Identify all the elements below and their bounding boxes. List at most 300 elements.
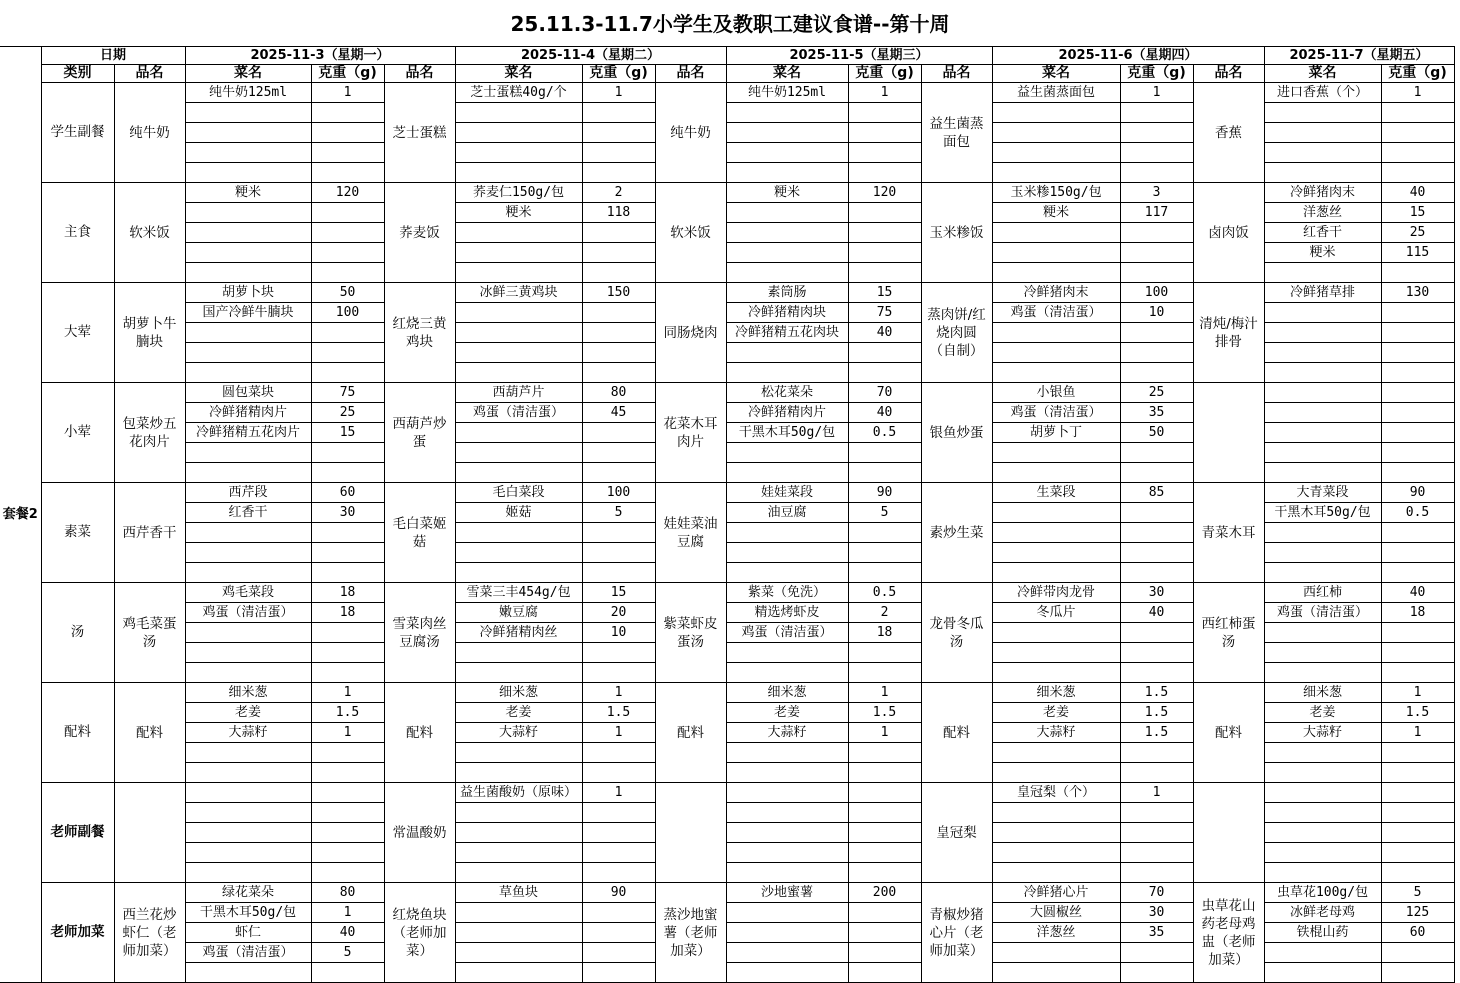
item-name: 配料 (921, 683, 992, 783)
dish-weight (848, 243, 921, 263)
dish-name: 纯牛奶125ml (185, 83, 311, 103)
dish-weight (848, 223, 921, 243)
dish-weight: 1 (582, 723, 655, 743)
dish-name (1264, 123, 1381, 143)
dish-weight: 15 (848, 283, 921, 303)
weight-label: 克重（g) (311, 65, 384, 83)
dish-weight: 90 (848, 483, 921, 503)
dish-weight: 20 (582, 603, 655, 623)
dish-weight (848, 123, 921, 143)
dish-name (185, 243, 311, 263)
category-name: 老师加菜 (41, 883, 114, 983)
dish-name (455, 223, 582, 243)
dish-weight: 3 (1120, 183, 1193, 203)
dish-weight (311, 783, 384, 803)
dish-weight (582, 223, 655, 243)
dish-name (185, 363, 311, 383)
dish-weight: 120 (311, 183, 384, 203)
dish-weight: 100 (1120, 283, 1193, 303)
item-name: 蒸肉饼/红烧肉圆（自制） (921, 283, 992, 383)
dish-name (726, 963, 848, 983)
dish-weight (1120, 503, 1193, 523)
dish-weight (311, 643, 384, 663)
dish-weight (848, 343, 921, 363)
dish-weight (1120, 243, 1193, 263)
dish-weight (582, 123, 655, 143)
category-name: 配料 (41, 683, 114, 783)
dish-name: 油豆腐 (726, 503, 848, 523)
dish-name (455, 643, 582, 663)
dish-weight (1381, 623, 1454, 643)
dish-weight (1381, 763, 1454, 783)
dish-name (455, 543, 582, 563)
dish-name (992, 743, 1120, 763)
category-name: 主食 (41, 183, 114, 283)
dish-name: 老姜 (185, 703, 311, 723)
dish-name (1264, 523, 1381, 543)
dish-weight: 125 (1381, 903, 1454, 923)
dish-weight: 45 (582, 403, 655, 423)
dish-name: 进口香蕉（个） (1264, 83, 1381, 103)
dish-name (455, 163, 582, 183)
page-title: 25.11.3-11.7小学生及教职工建议食谱--第十周 (510, 12, 950, 36)
item-name: 龙骨冬瓜汤 (921, 583, 992, 683)
dish-name (726, 543, 848, 563)
dish-weight (1381, 163, 1454, 183)
dish-name: 大青菜段 (1264, 483, 1381, 503)
dish-name: 西红柿 (1264, 583, 1381, 603)
item-name: 娃娃菜油豆腐 (655, 483, 726, 583)
dish-name: 益生菌酸奶（原味） (455, 783, 582, 803)
item-name: 西红柿蛋汤 (1193, 583, 1264, 683)
dish-name (455, 303, 582, 323)
dish-name: 干黑木耳50g/包 (185, 903, 311, 923)
dish-weight (582, 943, 655, 963)
item-label: 品名 (655, 65, 726, 83)
dish-weight (848, 863, 921, 883)
dish-name: 益生菌蒸面包 (992, 83, 1120, 103)
dish-weight: 25 (1381, 223, 1454, 243)
dish-weight: 90 (1381, 483, 1454, 503)
dish-weight: 2 (848, 603, 921, 623)
dish-name (1264, 383, 1381, 403)
dish-weight (311, 543, 384, 563)
dish-weight (582, 303, 655, 323)
dish-weight (1120, 763, 1193, 783)
dish-name: 冷鲜猪精肉块 (726, 303, 848, 323)
dish-name: 雪菜三丰454g/包 (455, 583, 582, 603)
weight-label: 克重（g) (848, 65, 921, 83)
dish-weight (1381, 843, 1454, 863)
dish-name (455, 423, 582, 443)
dish-name (185, 663, 311, 683)
dish-name (992, 463, 1120, 483)
item-name: 益生菌蒸面包 (921, 83, 992, 183)
dish-name: 细米葱 (185, 683, 311, 703)
dish-weight: 1 (311, 83, 384, 103)
dish-name (185, 443, 311, 463)
dish-name (992, 243, 1120, 263)
dish-weight (848, 803, 921, 823)
dish-name: 皇冠梨（个） (992, 783, 1120, 803)
dish-weight (582, 843, 655, 863)
item-label: 品名 (1193, 65, 1264, 83)
dish-name: 嫩豆腐 (455, 603, 582, 623)
dish-weight: 130 (1381, 283, 1454, 303)
dish-weight: 100 (311, 303, 384, 323)
dish-name: 冷鲜猪肉末 (1264, 183, 1381, 203)
dish-name (185, 203, 311, 223)
dish-weight (1381, 443, 1454, 463)
dish-name (726, 203, 848, 223)
dish-name (992, 763, 1120, 783)
dish-name: 西芹段 (185, 483, 311, 503)
dish-weight: 115 (1381, 243, 1454, 263)
dish-name: 冷鲜带肉龙骨 (992, 583, 1120, 603)
dish-weight: 70 (848, 383, 921, 403)
dish-weight: 25 (1120, 383, 1193, 403)
table-row (0, 583, 1454, 603)
dish-weight: 18 (1381, 603, 1454, 623)
dish-weight: 60 (1381, 923, 1454, 943)
dish-weight (848, 443, 921, 463)
dish-name: 芝士蛋糕40g/个 (455, 83, 582, 103)
dish-weight (1120, 343, 1193, 363)
dish-weight (1381, 543, 1454, 563)
dish-label: 菜名 (992, 65, 1120, 83)
dish-name (992, 103, 1120, 123)
dish-name: 胡萝卜丁 (992, 423, 1120, 443)
item-name: 软米饭 (655, 183, 726, 283)
dish-name: 红香干 (185, 503, 311, 523)
item-name: 红烧鱼块（老师加菜） (384, 883, 455, 983)
dish-weight: 80 (582, 383, 655, 403)
dish-weight (311, 823, 384, 843)
dish-weight (848, 103, 921, 123)
dish-name (185, 843, 311, 863)
dish-weight (848, 163, 921, 183)
dish-name (992, 843, 1120, 863)
item-name: 素炒生菜 (921, 483, 992, 583)
dish-weight: 40 (848, 323, 921, 343)
dish-weight (582, 163, 655, 183)
dish-name: 粳米 (726, 183, 848, 203)
item-name: 青菜木耳 (1193, 483, 1264, 583)
item-name: 胡萝卜牛腩块 (114, 283, 185, 383)
category-name: 学生副餐 (41, 83, 114, 183)
dish-name (185, 863, 311, 883)
dish-name (1264, 323, 1381, 343)
dish-name (1264, 363, 1381, 383)
dish-weight: 75 (848, 303, 921, 323)
dish-weight (1381, 963, 1454, 983)
dish-name (992, 163, 1120, 183)
dish-weight (1120, 143, 1193, 163)
dish-weight (1381, 383, 1454, 403)
item-name: 鸡毛菜蛋汤 (114, 583, 185, 683)
dish-weight: 0.5 (848, 583, 921, 603)
dish-name: 干黑木耳50g/包 (726, 423, 848, 443)
dish-name: 大蒜籽 (185, 723, 311, 743)
dish-name: 紫菜（免洗） (726, 583, 848, 603)
category-name: 大荤 (41, 283, 114, 383)
dish-name (455, 863, 582, 883)
dish-weight: 10 (582, 623, 655, 643)
dish-weight (1381, 523, 1454, 543)
dish-weight: 1 (1381, 723, 1454, 743)
dish-name: 洋葱丝 (1264, 203, 1381, 223)
category-name: 汤 (41, 583, 114, 683)
dish-name (726, 123, 848, 143)
dish-weight (1381, 143, 1454, 163)
dish-name (992, 563, 1120, 583)
dish-name (726, 223, 848, 243)
dish-weight (848, 563, 921, 583)
dish-name: 洋葱丝 (992, 923, 1120, 943)
dish-weight (582, 763, 655, 783)
dish-name: 纯牛奶125ml (726, 83, 848, 103)
dish-weight (582, 543, 655, 563)
dish-name: 粳米 (992, 203, 1120, 223)
dish-weight (1120, 463, 1193, 483)
dish-name: 冷鲜猪草排 (1264, 283, 1381, 303)
dish-name (185, 143, 311, 163)
dish-weight (1381, 323, 1454, 343)
dish-weight: 30 (1120, 583, 1193, 603)
dish-name: 生菜段 (992, 483, 1120, 503)
dish-name: 鸡蛋（清洁蛋） (992, 303, 1120, 323)
item-name: 软米饭 (114, 183, 185, 283)
item-name: 银鱼炒蛋 (921, 383, 992, 483)
dish-name (1264, 443, 1381, 463)
dish-weight (311, 123, 384, 143)
dish-weight (582, 923, 655, 943)
dish-name (455, 323, 582, 343)
dish-weight (1120, 563, 1193, 583)
dish-weight (848, 783, 921, 803)
dish-name (185, 343, 311, 363)
dish-name (1264, 543, 1381, 563)
dish-weight (1381, 263, 1454, 283)
dish-weight: 40 (1120, 603, 1193, 623)
item-name: 毛白菜姬菇 (384, 483, 455, 583)
dish-name (1264, 763, 1381, 783)
dish-weight: 1 (311, 683, 384, 703)
dish-name (455, 963, 582, 983)
item-name: 卤肉饭 (1193, 183, 1264, 283)
dish-name (455, 463, 582, 483)
dish-name (455, 903, 582, 923)
dish-name: 大蒜籽 (726, 723, 848, 743)
dish-name: 冷鲜猪精肉片 (726, 403, 848, 423)
item-name (114, 783, 185, 883)
dish-name (185, 623, 311, 643)
dish-weight (1381, 303, 1454, 323)
dish-weight: 15 (582, 583, 655, 603)
dish-name (185, 463, 311, 483)
dish-name (726, 923, 848, 943)
dish-name (992, 523, 1120, 543)
dish-name (1264, 783, 1381, 803)
dish-weight (848, 763, 921, 783)
dish-name (992, 943, 1120, 963)
dish-weight: 1 (848, 683, 921, 703)
dish-name (1264, 563, 1381, 583)
dish-weight: 1 (582, 83, 655, 103)
dish-weight (1381, 863, 1454, 883)
item-name: 纯牛奶 (655, 83, 726, 183)
dish-weight (1120, 643, 1193, 663)
dish-name (1264, 303, 1381, 323)
dish-name: 冷鲜猪精五花肉块 (726, 323, 848, 343)
item-name: 皇冠梨 (921, 783, 992, 883)
dish-name (992, 343, 1120, 363)
dish-weight (1120, 663, 1193, 683)
item-name: 纯牛奶 (114, 83, 185, 183)
dish-weight: 1.5 (848, 703, 921, 723)
dish-name (992, 623, 1120, 643)
item-name: 西葫芦炒蛋 (384, 383, 455, 483)
table-row (0, 883, 1454, 903)
dish-weight: 50 (1120, 423, 1193, 443)
dish-weight (848, 143, 921, 163)
dish-weight (311, 843, 384, 863)
dish-name (455, 343, 582, 363)
dish-weight (1120, 363, 1193, 383)
dish-weight: 70 (1120, 883, 1193, 903)
dish-weight (582, 743, 655, 763)
day-header: 2025-11-7（星期五） (1264, 47, 1454, 65)
dish-name (1264, 963, 1381, 983)
day-header: 2025-11-4（星期二） (455, 47, 726, 65)
dish-weight: 150 (582, 283, 655, 303)
dish-weight (311, 243, 384, 263)
dish-weight (311, 263, 384, 283)
dish-weight: 10 (1120, 303, 1193, 323)
dish-weight: 0.5 (848, 423, 921, 443)
dish-name (455, 923, 582, 943)
dish-weight: 118 (582, 203, 655, 223)
dish-weight: 40 (1381, 183, 1454, 203)
dish-weight (848, 523, 921, 543)
dish-weight (1381, 823, 1454, 843)
dish-weight: 1 (848, 723, 921, 743)
dish-name: 老姜 (992, 703, 1120, 723)
dish-name (185, 543, 311, 563)
category-name: 小荤 (41, 383, 114, 483)
weight-label: 克重（g) (1381, 65, 1454, 83)
dish-name: 大蒜籽 (992, 723, 1120, 743)
dish-name (455, 843, 582, 863)
dish-weight (311, 663, 384, 683)
dish-weight (311, 323, 384, 343)
dish-weight: 90 (582, 883, 655, 903)
item-name: 配料 (384, 683, 455, 783)
dish-weight (582, 103, 655, 123)
item-name (655, 783, 726, 883)
dish-name: 冷鲜猪心片 (992, 883, 1120, 903)
dish-weight: 1.5 (1120, 683, 1193, 703)
dish-weight (311, 463, 384, 483)
dish-name (1264, 623, 1381, 643)
dish-name (992, 823, 1120, 843)
dish-weight (848, 543, 921, 563)
item-name (1193, 383, 1264, 483)
item-label: 品名 (384, 65, 455, 83)
dish-name (726, 763, 848, 783)
table-row (0, 683, 1454, 703)
dish-name (726, 523, 848, 543)
dish-name (726, 843, 848, 863)
dish-weight: 80 (311, 883, 384, 903)
dish-weight (848, 663, 921, 683)
dish-weight (311, 523, 384, 543)
dish-name (726, 823, 848, 843)
dish-weight: 1.5 (1120, 703, 1193, 723)
dish-weight (1381, 343, 1454, 363)
dish-weight (311, 163, 384, 183)
dish-weight (848, 903, 921, 923)
dish-weight (311, 743, 384, 763)
dish-weight: 5 (1381, 883, 1454, 903)
dish-weight (311, 343, 384, 363)
dish-weight: 85 (1120, 483, 1193, 503)
dish-name (992, 323, 1120, 343)
dish-name (185, 763, 311, 783)
dish-weight (1120, 863, 1193, 883)
dish-weight (1381, 403, 1454, 423)
dish-weight (582, 563, 655, 583)
dish-weight (582, 643, 655, 663)
dish-weight (582, 663, 655, 683)
dish-label: 菜名 (455, 65, 582, 83)
dish-name: 冷鲜猪肉末 (992, 283, 1120, 303)
dish-weight (582, 443, 655, 463)
table-row (0, 83, 1454, 103)
dish-weight: 117 (1120, 203, 1193, 223)
dish-weight (1120, 803, 1193, 823)
dish-name (1264, 863, 1381, 883)
dish-name (455, 143, 582, 163)
menu-table (0, 46, 1455, 983)
dish-name: 老姜 (1264, 703, 1381, 723)
dish-name (1264, 743, 1381, 763)
dish-name (992, 963, 1120, 983)
dish-weight: 0.5 (1381, 503, 1454, 523)
item-name: 玉米糁饭 (921, 183, 992, 283)
dish-weight: 2 (582, 183, 655, 203)
dish-weight (848, 643, 921, 663)
dish-name: 老姜 (455, 703, 582, 723)
item-name: 配料 (1193, 683, 1264, 783)
dish-name (992, 803, 1120, 823)
dish-weight (1120, 963, 1193, 983)
dish-weight (311, 223, 384, 243)
item-name: 清炖/梅汁排骨 (1193, 283, 1264, 383)
item-name: 紫菜虾皮蛋汤 (655, 583, 726, 683)
dish-weight (1120, 823, 1193, 843)
set-cell: 套餐2 (0, 47, 41, 983)
item-name: 芝士蛋糕 (384, 83, 455, 183)
dish-weight (1120, 123, 1193, 143)
dish-weight (311, 623, 384, 643)
dish-name: 娃娃菜段 (726, 483, 848, 503)
item-name: 同肠烧肉 (655, 283, 726, 383)
dish-weight (311, 203, 384, 223)
dish-name: 鸡蛋（清洁蛋） (1264, 603, 1381, 623)
dish-name: 粳米 (455, 203, 582, 223)
dish-weight (1381, 423, 1454, 443)
